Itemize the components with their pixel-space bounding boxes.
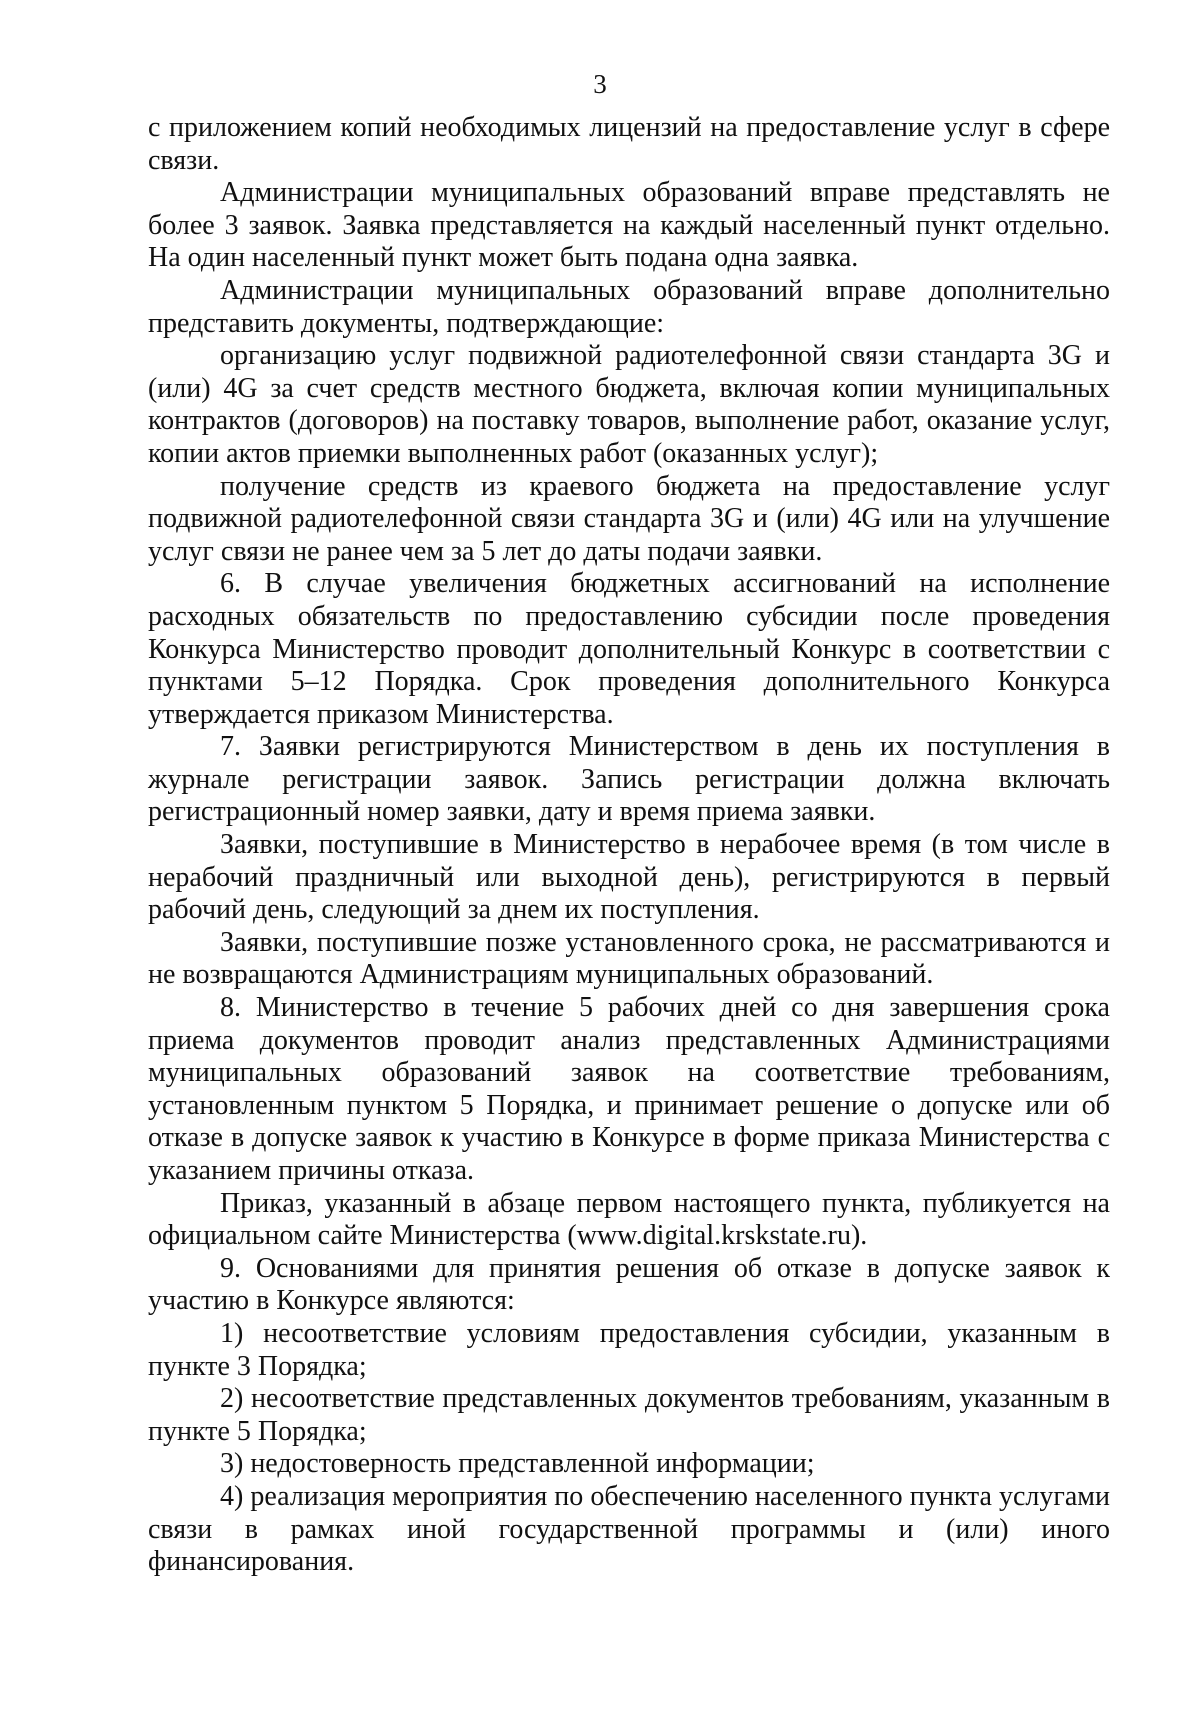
paragraph-item-9: 9. Основаниями для принятия решения об отказе в допуске заявок к участию в Конкурсе являются: xyxy=(148,1252,1110,1317)
paragraph-ground-4: 4) реализация мероприятия по обеспечению населенного пункта услугами связи в рамках иной государственной программы и (или) иного финансирования. xyxy=(148,1480,1110,1578)
paragraph-order-publication: Приказ, указанный в абзаце первом настоящего пункта, публикуется на официальном сайте Министерства (www.digital.krskstate.ru). xyxy=(148,1187,1110,1252)
page-number: 3 xyxy=(593,69,607,99)
document-body xyxy=(148,112,1110,1579)
paragraph-additional-documents: Администрации муниципальных образований вправе дополнительно представить документы, подтверждающие: xyxy=(148,274,1110,339)
paragraph-item-8: 8. Министерство в течение 5 рабочих дней со дня завершения срока приема документов проводит анализ представленных Администрациями муниципальных образований заявок на соответствие требованиям, установленным пунктом 5 Порядка, и принимает решение о допуске или об отказе в допуске заявок к участию в Конкурсе в форме приказа Министерства с указанием причины отказа. xyxy=(148,992,1110,1186)
paragraph-non-working-time: Заявки, поступившие в Министерство в нерабочее время (в том числе в нерабочий праздничный или выходной день), регистрируются в первый рабочий день, следующий за днем их поступления. xyxy=(148,829,1110,926)
paragraph-application-limit: Администрации муниципальных образований вправе представлять не более 3 заявок. Заявка представляется на каждый населенный пункт отдельно. На один населенный пункт может быть подана одна заявка. xyxy=(148,177,1110,274)
paragraph-ground-3: 3) недостоверность представленной информации; xyxy=(220,1448,815,1480)
paragraph-ground-1: 1) несоответствие условиям предоставления субсидии, указанным в пункте 3 Порядка; xyxy=(148,1317,1110,1382)
paragraph-item-7: 7. Заявки регистрируются Министерством в день их поступления в журнале регистрации заявок. Запись регистрации должна включать регистрационный номер заявки, дату и время приема заявки. xyxy=(148,731,1110,828)
paragraph-local-budget-services: организацию услуг подвижной радиотелефонной связи стандарта 3G и (или) 4G за счет средств местного бюджета, включая копии муниципальных контрактов (договоров) на поставку товаров, выполнение работ, оказание услуг, копии актов приемки выполненных работ (оказанных услуг); xyxy=(148,340,1110,469)
paragraph-late-applications: Заявки, поступившие позже установленного срока, не рассматриваются и не возвращаются Администрациям муниципальных образований. xyxy=(148,926,1110,991)
paragraph-item-6: 6. В случае увеличения бюджетных ассигнований на исполнение расходных обязательств по предоставлению субсидии после проведения Конкурса Министерство проводит дополнительный Конкурс в соответствии с пунктами 5–12 Порядка. Срок проведения дополнительного Конкурса утверждается приказом Министерства. xyxy=(148,568,1110,730)
paragraph-ground-2: 2) несоответствие представленных документов требованиям, указанным в пункте 5 Порядка; xyxy=(148,1383,1110,1447)
paragraph-continuation: с приложением копий необходимых лицензий на предоставление услуг в сфере связи. xyxy=(148,112,1110,176)
paragraph-regional-budget-funds: получение средств из краевого бюджета на предоставление услуг подвижной радиотелефонной связи стандарта 3G и (или) 4G или на улучшение услуг связи не ранее чем за 5 лет до даты подачи заявки. xyxy=(148,470,1110,567)
